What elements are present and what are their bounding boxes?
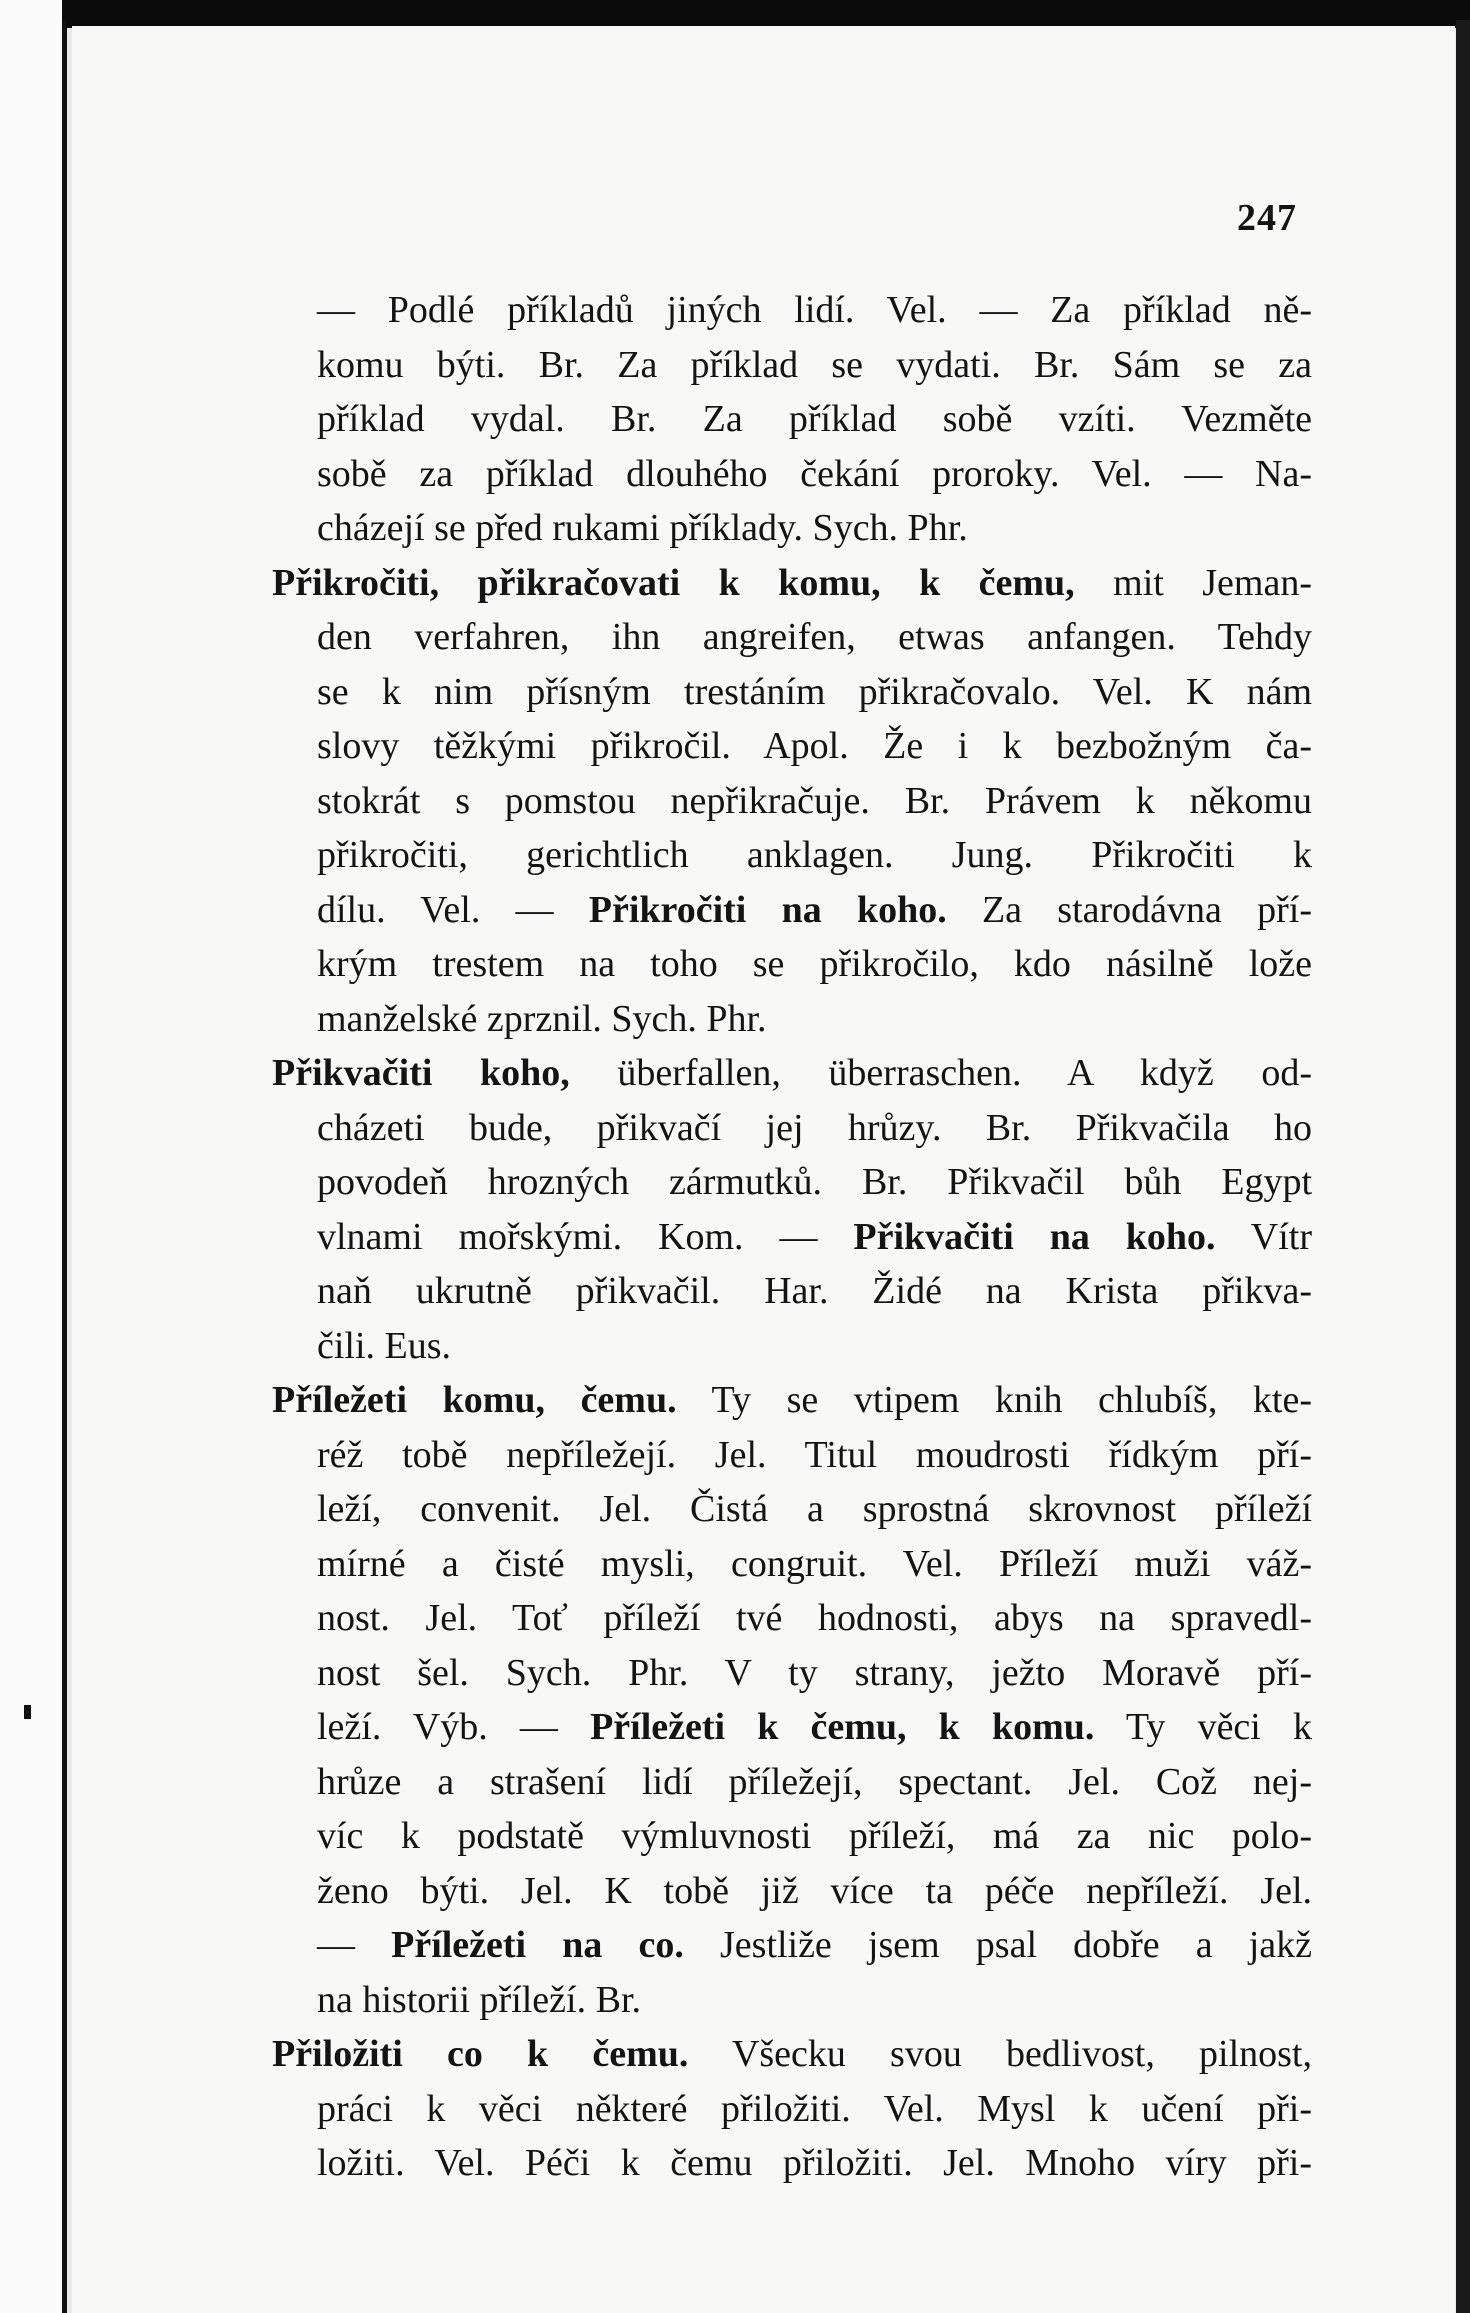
line-text: práci k věci některé přiložiti. Vel. Mysl k učení při- [317,2087,1312,2130]
line-text: cházeti bude, přikvačí jej hrůzy. Br. Přikvačila ho [317,1106,1312,1149]
text-line [262,501,1312,556]
line-text: dílu. Vel. — [317,888,589,931]
text-line [262,1646,1312,1701]
entry-headword-line [262,556,1312,611]
line-text: — [317,1924,392,1966]
entry-headword-line [262,1046,1312,1101]
text-line [262,447,1312,502]
line-text: den verfahren, ihn angreifen, etwas anfangen. Tehdy [317,616,1312,658]
text-line [262,1973,1312,2028]
text-line [262,937,1312,992]
headword: Přikročiti, přikračovati k komu, k čemu, [272,561,1075,604]
line-text: mírné a čisté mysli, congruit. Vel. Příleží muži váž- [317,1542,1312,1585]
headword: Příležeti na co. [391,1924,684,1966]
text-line [262,1864,1312,1919]
line-text: mit Jeman- [1074,561,1312,604]
line-text: cházejí se před rukami příklady. Sych. Phr. [317,507,968,549]
line-text: Vítr [1215,1215,1313,1258]
line-text: Jestliže jsem psal dobře a jakž [683,1924,1312,1966]
text-line [262,610,1312,665]
line-text: Za starodávna pří- [946,888,1312,931]
headword: Přikvačiti koho, [272,1052,570,1094]
scan-right-border [1456,20,1470,2313]
text-line [262,1155,1312,1210]
line-text: na historii příleží. Br. [317,1978,642,2021]
dictionary-text [262,283,1312,2191]
line-text: Ty se vtipem knih chlubíš, kte- [676,1379,1312,1421]
line-text: čili. Eus. [317,1324,452,1367]
book-binding-line [62,20,67,2313]
line-text: ženo býti. Jel. K tobě již více ta péče nepříleží. Jel. [317,1869,1312,1912]
scan-top-border [0,0,1470,28]
headword: Přikročiti na koho. [588,888,947,931]
line-text: sobě za příklad dlouhého čekání proroky. Vel. — Na- [317,452,1312,495]
text-line [262,665,1312,720]
text-line [262,1809,1312,1864]
line-text: povodeň hrozných zármutků. Br. Přikvačil bůh Egypt [317,1161,1312,1203]
line-text: réž tobě nepříležejí. Jel. Titul moudrosti řídkým pří- [317,1433,1312,1476]
text-line [262,2082,1312,2137]
facing-page-edge [0,0,62,2313]
text-line [262,1210,1312,1265]
text-line [262,338,1312,393]
text-line [262,1918,1312,1973]
line-text: leží, convenit. Jel. Čistá a sprostná skrovnost příleží [317,1488,1312,1530]
text-line [262,992,1312,1047]
text-line [262,1428,1312,1483]
line-text: stokrát s pomstou nepřikračuje. Br. Právem k někomu [317,779,1312,822]
text-line [262,1101,1312,1156]
line-text: slovy těžkými přikročil. Apol. Že i k bezbožným ča- [317,725,1312,767]
line-text: leží. Výb. — [317,1706,591,1748]
text-line [262,719,1312,774]
line-text: vlnami mořskými. Kom. — [317,1215,854,1258]
line-text: ložiti. Vel. Péči k čemu přiložiti. Jel. Mnoho víry při- [317,2142,1312,2184]
text-line [262,283,1312,338]
line-text: überfallen, überraschen. A když od- [569,1052,1312,1094]
line-text: hrůze a strašení lidí příležejí, spectant. Jel. Což nej- [317,1760,1312,1803]
line-text: — Podlé příkladů jiných lidí. Vel. — Za příklad ně- [317,289,1312,331]
text-line [262,828,1312,883]
line-text: krým trestem na toho se přikročilo, kdo násilně lože [317,943,1312,985]
entry-headword-line [262,2027,1312,2082]
line-text: příklad vydal. Br. Za příklad sobě vzíti. Vezměte [317,398,1312,440]
line-text: přikročiti, gerichtlich anklagen. Jung. Přikročiti k [317,834,1312,876]
text-line [262,883,1312,938]
text-line [262,1482,1312,1537]
headword: Přiložiti co k čemu. [272,2033,689,2075]
text-line [262,1537,1312,1592]
text-line [262,774,1312,829]
line-text: se k nim přísným trestáním přikračovalo. Vel. K nám [317,670,1312,713]
text-line [262,392,1312,447]
line-text: manželské zprznil. Sych. Phr. [317,997,767,1040]
text-line [262,1700,1312,1755]
text-line [262,1755,1312,1810]
binding-mark [24,1705,31,1719]
line-text: Ty věci k [1094,1706,1313,1748]
headword: Přikvačiti na koho. [853,1215,1216,1258]
line-text: nost. Jel. Toť příleží tvé hodnosti, abys na spravedl- [317,1597,1312,1639]
text-line [262,1319,1312,1374]
headword: Příležeti komu, čemu. [272,1379,677,1421]
page-number: 247 [1237,197,1297,239]
line-text: naň ukrutně přikvačil. Har. Židé na Krista přikva- [317,1270,1312,1312]
line-text: komu býti. Br. Za příklad se vydati. Br. Sám se za [317,343,1312,386]
line-text: víc k podstatě výmluvnosti příleží, má za nic polo- [317,1815,1312,1857]
line-text: nost šel. Sych. Phr. V ty strany, ježto Moravě pří- [317,1651,1312,1694]
line-text: Všecku svou bedlivost, pilnost, [688,2033,1312,2075]
text-line [262,1591,1312,1646]
text-line [262,1264,1312,1319]
book-page [72,26,1455,2313]
entry-headword-line [262,1373,1312,1428]
text-line [262,2136,1312,2191]
headword: Příležeti k čemu, k komu. [590,1706,1095,1748]
